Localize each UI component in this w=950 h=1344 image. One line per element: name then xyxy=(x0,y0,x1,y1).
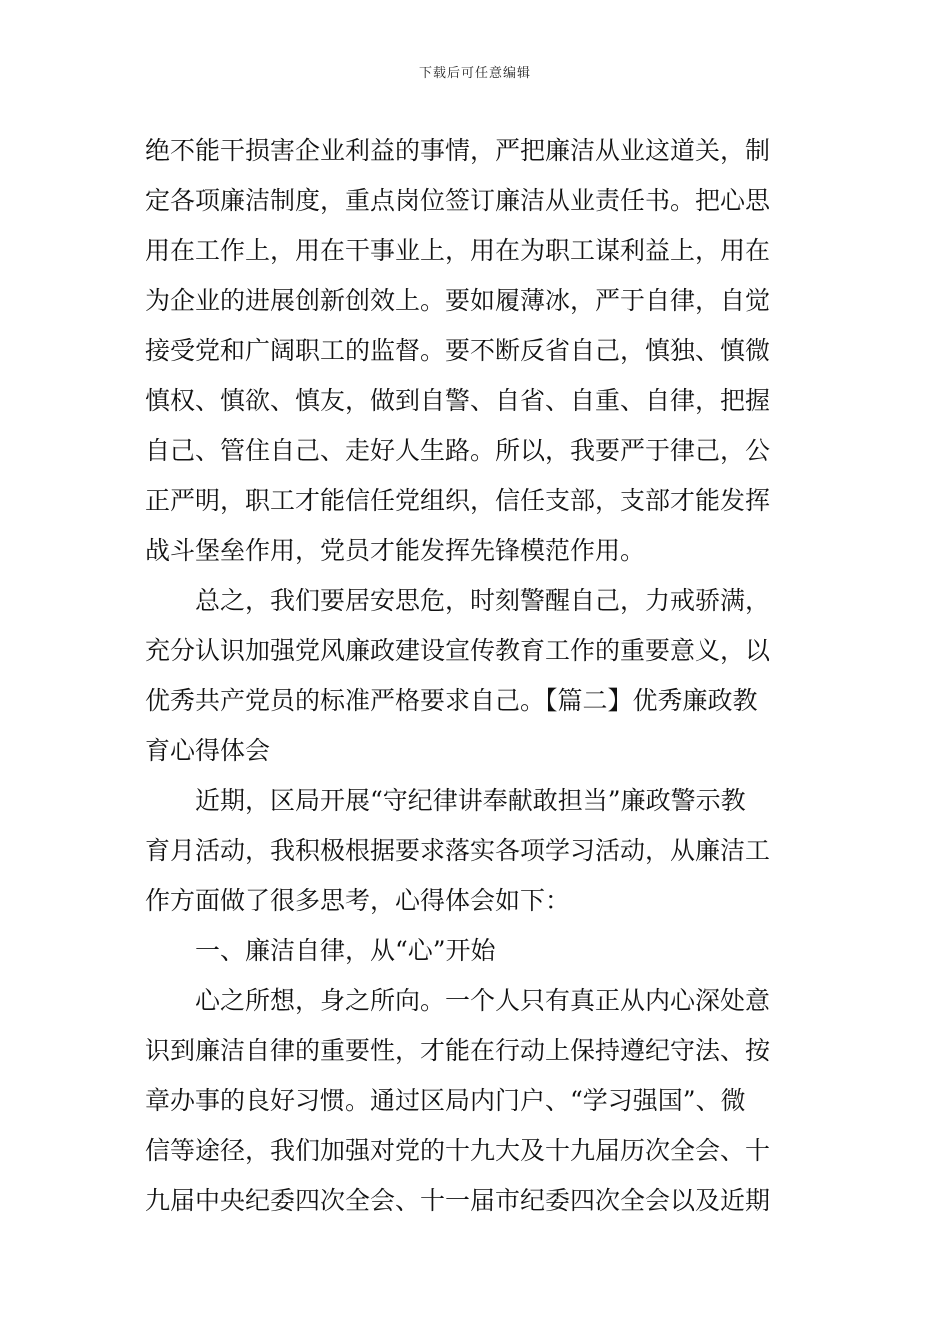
text-line: 接受党和广阔职工的监督。要不断反省自己，慎独、慎微 xyxy=(145,336,771,365)
text-line: 自己、管住自己、走好人生路。所以，我要严于律己，公 xyxy=(145,436,771,465)
document-body xyxy=(145,126,805,1226)
text-line: 定各项廉洁制度，重点岗位签订廉洁从业责任书。把心思 xyxy=(145,186,771,215)
text-line: 信等途径，我们加强对党的十九大及十九届历次全会、十 xyxy=(145,1136,771,1165)
text-line: 用在工作上，用在干事业上，用在为职工谋利益上，用在 xyxy=(145,236,771,265)
section-heading: 一、廉洁自律，从“心”开始 xyxy=(195,936,496,965)
text-line: 绝不能干损害企业利益的事情，严把廉洁从业这道关，制 xyxy=(145,136,771,165)
text-line: 九届中央纪委四次全会、十一届市纪委四次全会以及近期 xyxy=(145,1186,771,1215)
page-header: 下载后可任意编辑 xyxy=(418,66,531,81)
text-line: 识到廉洁自律的重要性，才能在行动上保持遵纪守法、按 xyxy=(145,1036,771,1065)
text-line: 充分认识加强党风廉政建设宣传教育工作的重要意义，以 xyxy=(145,636,771,665)
paragraph-start-line: 总之，我们要居安思危，时刻警醒自己，力戒骄满， xyxy=(195,586,771,615)
text-line: 战斗堡垒作用，党员才能发挥先锋模范作用。 xyxy=(145,536,646,565)
text-line: 优秀共产党员的标准严格要求自己。【篇二】优秀廉政教 xyxy=(145,686,758,715)
text-line: 慎权、慎欲、慎友，做到自警、自省、自重、自律，把握 xyxy=(145,386,771,415)
paragraph-start-line: 心之所想，身之所向。一个人只有真正从内心深处意 xyxy=(195,986,771,1015)
text-line: 章办事的良好习惯。通过区局内门户、“学习强国”、微 xyxy=(145,1086,746,1115)
paragraph-start-line: 近期，区局开展“守纪律讲奉献敢担当”廉政警示教 xyxy=(195,786,746,815)
text-line: 作方面做了很多思考，心得体会如下： xyxy=(145,886,571,915)
text-line: 育月活动，我积极根据要求落实各项学习活动，从廉洁工 xyxy=(145,836,771,865)
text-line: 正严明，职工才能信任党组织，信任支部，支部才能发挥 xyxy=(145,486,771,515)
text-line: 育心得体会 xyxy=(145,736,271,765)
text-line: 为企业的进展创新创效上。要如履薄冰，严于自律，自觉 xyxy=(145,286,771,315)
